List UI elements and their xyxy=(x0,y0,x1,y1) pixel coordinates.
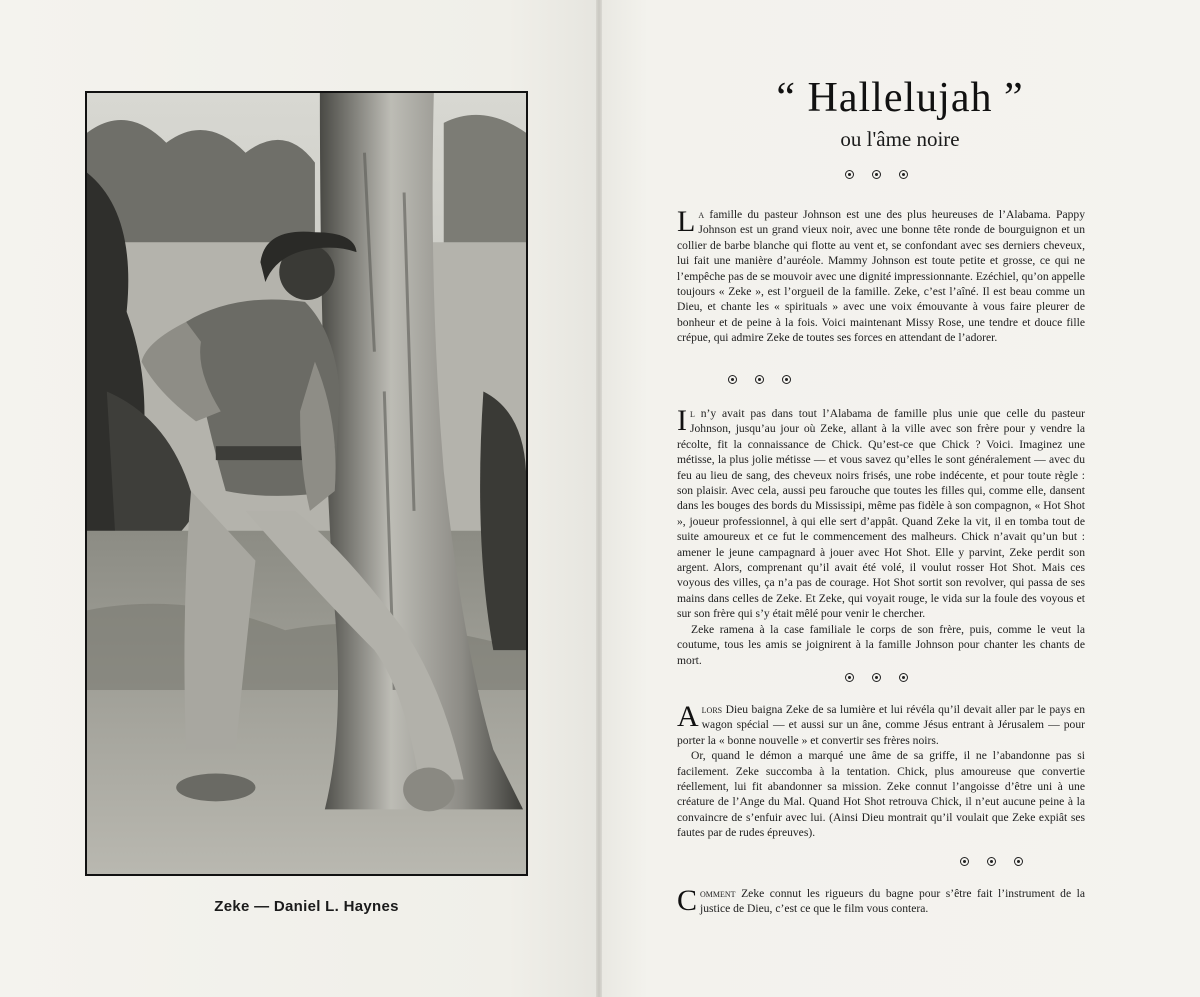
page-subtitle: ou l'âme noire xyxy=(840,127,960,151)
ornament-dot xyxy=(755,375,764,384)
ornament-divider xyxy=(845,170,908,179)
ornament-dot xyxy=(782,375,791,384)
ornament-dot xyxy=(872,673,881,682)
photo-caption: Zeke — Daniel L. Haynes xyxy=(214,898,399,915)
ornament-dot xyxy=(845,673,854,682)
drop-cap: I xyxy=(677,404,687,437)
paragraph-4: Comment Zeke connut les rigueurs du bagne pour s’être fait l’instrument de la justice de Dieu, c’est ce que le film vous contera. xyxy=(677,884,1085,917)
paragraph-1: La famille du pasteur Johnson est une des plus heureuses de l’Alabama. Pappy Johnson est un grand vieux noir, avec une bonne tête ronde de bourguignon et un collier de barbe blanche qui flotte au vent et, se confondant avec ses derniers cheveux, lui fait une manière d’auréole. Mammy Johnson est toute petite et grosse, ce qui ne l’empêche pas de se mouvoir avec une dignité impressionnante. Ezéchiel, qu’on appelle toujours « Zeke », est l’orgueil de la famille. Zeke, c’est l’aîné. Il est beau comme un Dieu, et chante les « spirituals » avec une voix émouvante à vous faire pleurer de bonheur et de peine à la fois. Voici maintenant Missy Rose, une tendre et douce fille crépue, qui admire Zeke de toutes ses forces en attendant de l’adorer. xyxy=(677,205,1085,345)
ornament-dot xyxy=(960,857,969,866)
ornament-dot xyxy=(899,673,908,682)
drop-cap: A xyxy=(677,700,699,733)
drop-cap: C xyxy=(677,884,698,917)
ornament-divider xyxy=(845,673,908,682)
ornament-dot xyxy=(845,170,854,179)
ornament-divider xyxy=(728,375,791,384)
ornament-dot xyxy=(899,170,908,179)
ornament-dot xyxy=(987,857,996,866)
page-gutter xyxy=(596,0,602,997)
paragraph-2: Il n’y avait pas dans tout l’Alabama de famille plus unie que celle du pasteur Johnson, jusqu’au jour où Zeke, allant à la ville avec son frère pour y vendre la récolte, fit la connaissance de Chick. Qu’est-ce que Chick ? Voici. Imaginez une métisse, la plus jolie métisse — et vous savez qu’elles le sont généralement — avec du feu au lieu de sang, des cheveux noirs frisés, une robe indécente, et pour toute règle : son plaisir. Avec cela, aussi peu farouche que toutes les filles qui, comme elle, dansent dans les bouges des bords du Mississipi, même pas fidèle à son compagnon, « Hot Shot », joueur professionnel, à qui elle sert d’appât. Quand Zeke la vit, il en tomba tout de suite amoureux et ce fut le commencement des malheurs. Chick n’avait qu’un but : amener le jeune campagnard à jouer avec Hot Shot. Elle y parvint, Zeke perdit son argent. Alors, comprenant qu’il avait été volé, il voulut rosser Hot Shot. Mais ces voyous des villes, ça n’a pas de courage. Hot Shot sortit son revolver, qui passa de ses mains dans celles de Zeke. Et Zeke, qui voyait rouge, le vida sur la foule des voyous et sur son frère qui s’y était mêlé pour venir le chercher. Zeke ramena à la case familiale le corps de son frère, puis, comme le veut la coutume, tous les amis se joignirent à la famille Johnson pour chanter les chants de mort. xyxy=(677,404,1085,667)
drop-cap: L xyxy=(677,205,696,238)
photo-illustration xyxy=(87,93,526,874)
actor-photograph xyxy=(85,91,528,876)
ornament-dot xyxy=(1014,857,1023,866)
paragraph-3: Alors Dieu baigna Zeke de sa lumière et lui révéla qu’il devait aller par le pays en wagon spécial — et aussi sur un âne, comme Jésus entrant à Jérusalem — pour porter la « bonne nouvelle » et convertir ses frères noirs. Or, quand le démon a marqué une âme de sa griffe, il ne l’abandonne pas si facilement. Zeke succomba à la tentation. Chick, plus amoureuse que convertie réellement, lui fit abandonner sa mission. Zeke connut l’angoisse d’être uni à une créature de l’Ange du Mal. Quand Hot Shot retrouva Chick, il n’eut aucune peine à la convaincre de s’enfuir avec lui. (Ainsi Dieu montrait qu’il voulait que Zeke expiât ses fautes par de rudes épreuves). xyxy=(677,700,1085,840)
ornament-dot xyxy=(728,375,737,384)
page-title: “ Hallelujah ” xyxy=(776,75,1024,121)
ornament-divider xyxy=(960,857,1023,866)
ornament-dot xyxy=(872,170,881,179)
